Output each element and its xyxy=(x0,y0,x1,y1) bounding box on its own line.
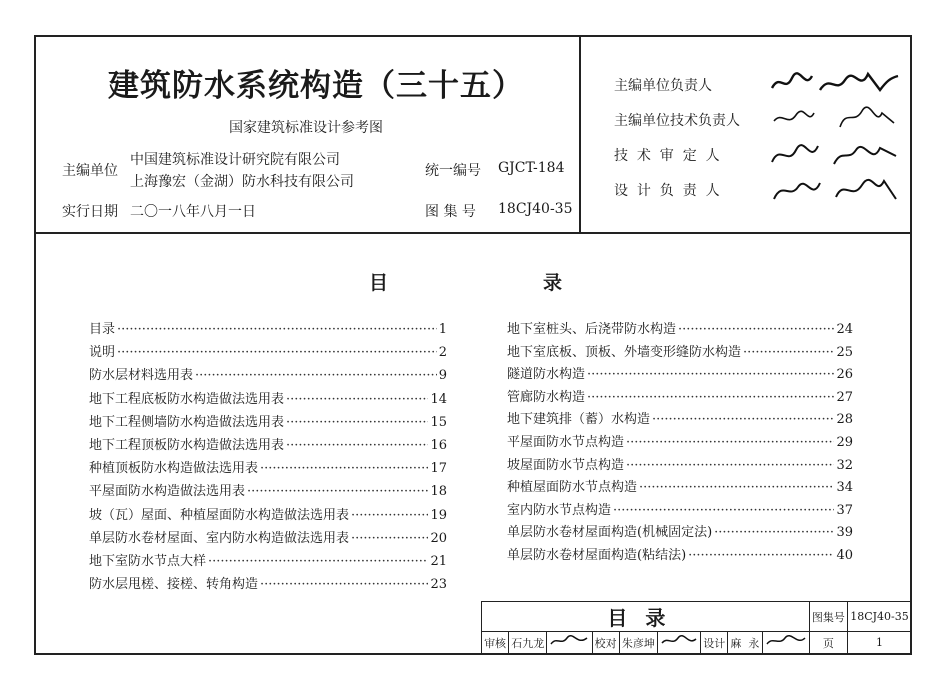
toc-leader-dots xyxy=(587,367,834,382)
reviewer-name: 石九龙 xyxy=(509,632,547,654)
signature-image xyxy=(547,632,592,654)
toc-entry-title: 种植屋面防水节点构造 xyxy=(507,480,638,496)
toc-leader-dots xyxy=(117,345,437,360)
toc-entry-title: 坡（瓦）屋面、种植屋面防水构造做法选用表 xyxy=(89,507,350,523)
toc-entry[interactable] xyxy=(507,431,853,450)
toc-entry[interactable] xyxy=(89,388,447,407)
toc-entry-title: 平屋面防水节点构造 xyxy=(507,435,625,450)
page-label-cell: 页 xyxy=(809,632,847,654)
signature-image xyxy=(657,632,700,654)
toc-entry[interactable] xyxy=(507,408,853,427)
toc-entry-page: 37 xyxy=(836,502,853,518)
toc-entry-page: 17 xyxy=(430,461,447,477)
toc-entry-title: 说明 xyxy=(89,345,116,361)
toc-entry-title: 防水层甩槎、接槎、转角构造 xyxy=(89,577,259,593)
toc-entry-title: 单层防水卷材屋面构造(粘结法) xyxy=(507,548,687,563)
toc-entry-title: 单层防水卷材屋面构造(机械固定法) xyxy=(507,525,713,541)
toc-entry-page: 23 xyxy=(430,577,447,593)
toc-entry-page: 16 xyxy=(430,438,447,453)
toc-entry[interactable] xyxy=(89,318,447,337)
toc-entry-page: 25 xyxy=(836,344,853,360)
atlas-no-cell: 18CJ40-35 xyxy=(847,602,911,632)
toc-title-left: 目 xyxy=(369,272,389,294)
toc-entry[interactable] xyxy=(507,544,853,563)
toc-entry-page: 24 xyxy=(836,322,853,337)
header-vertical-divider xyxy=(579,35,581,233)
toc-leader-dots xyxy=(351,508,428,523)
designer-name: 麻 永 xyxy=(728,632,762,654)
toc-entry[interactable] xyxy=(89,457,447,476)
title-block xyxy=(481,601,912,654)
toc-leader-dots xyxy=(286,415,428,430)
toc-entry-page: 27 xyxy=(836,389,853,405)
toc-leader-dots xyxy=(626,458,834,473)
sheet-title: 目录 xyxy=(482,602,810,632)
toc-entry[interactable] xyxy=(89,434,447,453)
editor-unit-2: 上海豫宏（金湖）防水科技有限公司 xyxy=(130,174,354,190)
toc-leader-dots xyxy=(351,531,428,546)
toc-entry-title: 地下室防水节点大样 xyxy=(89,554,207,569)
toc-entry[interactable] xyxy=(507,454,853,473)
signature-image xyxy=(770,103,900,133)
toc-leader-dots xyxy=(286,438,428,453)
toc-leader-dots xyxy=(652,412,834,427)
toc-entry-page: 21 xyxy=(430,554,447,569)
implementation-date: 二〇一八年八月一日 xyxy=(130,204,256,220)
toc-entry-page: 20 xyxy=(430,530,447,546)
toc-entry-page: 14 xyxy=(430,391,447,407)
toc-entry-page: 32 xyxy=(836,457,853,473)
toc-entry[interactable] xyxy=(89,411,447,430)
toc-entry[interactable] xyxy=(507,341,853,360)
atlas-subtitle: 国家建筑标准设计参考图 xyxy=(229,120,383,136)
toc-entry-page: 39 xyxy=(836,525,853,541)
toc-entry-page: 29 xyxy=(836,435,853,450)
atlas-title: 建筑防水系统构造（三十五） xyxy=(108,68,524,104)
toc-leader-dots xyxy=(117,322,437,337)
signature-image xyxy=(770,140,900,170)
toc-entry-page: 19 xyxy=(430,507,447,523)
toc-entry[interactable] xyxy=(89,550,447,569)
editor-unit-1: 中国建筑标准设计研究院有限公司 xyxy=(130,152,340,168)
page-number-cell: 1 xyxy=(847,632,911,654)
toc-leader-dots xyxy=(678,322,834,337)
toc-entry-title: 地下工程底板防水构造做法选用表 xyxy=(89,391,285,407)
toc-entry-page: 18 xyxy=(430,484,447,500)
toc-entry[interactable] xyxy=(507,476,853,495)
toc-entry-title: 隧道防水构造 xyxy=(507,367,586,383)
signatory-unit-head: 主编单位负责人 xyxy=(614,78,712,94)
toc-entry[interactable] xyxy=(89,480,447,499)
toc-entry-page: 9 xyxy=(438,368,447,384)
toc-entry-title: 地下室桩头、后浇带防水构造 xyxy=(507,322,677,337)
signature-image xyxy=(762,632,809,654)
toc-entry-title: 地下建筑排（蓄）水构造 xyxy=(507,412,651,428)
editor-label: 主编单位 xyxy=(62,163,118,179)
toc-entry[interactable] xyxy=(89,573,447,592)
toc-entry-title: 平屋面防水构造做法选用表 xyxy=(89,484,246,500)
atlas-no-label-cell: 图集号 xyxy=(809,602,847,632)
toc-entry-title: 坡屋面防水节点构造 xyxy=(507,457,625,473)
toc-leader-dots xyxy=(714,525,834,540)
toc-entry[interactable] xyxy=(507,363,853,382)
signature-image xyxy=(770,68,900,98)
toc-entry-title: 种植顶板防水构造做法选用表 xyxy=(89,461,259,477)
toc-entry-title: 防水层材料选用表 xyxy=(89,368,194,384)
toc-entry[interactable] xyxy=(507,499,853,518)
toc-leader-dots xyxy=(688,548,834,563)
toc-entry-title: 地下室底板、顶板、外墙变形缝防水构造 xyxy=(507,344,742,360)
toc-entry-page: 15 xyxy=(430,414,447,430)
toc-leader-dots xyxy=(639,480,834,495)
toc-entry-page: 34 xyxy=(836,480,853,496)
toc-entry-page: 40 xyxy=(836,548,853,563)
toc-entry-page: 28 xyxy=(836,412,853,428)
toc-entry-title: 地下工程顶板防水构造做法选用表 xyxy=(89,438,285,453)
toc-entry-page: 2 xyxy=(438,345,447,361)
toc-entry-title: 管廊防水构造 xyxy=(507,389,586,405)
atlas-no-label: 图 集 号 xyxy=(425,204,476,220)
toc-leader-dots xyxy=(260,461,428,476)
toc-leader-dots xyxy=(195,368,437,383)
check-label: 校对 xyxy=(592,632,619,654)
unified-no: GJCT-184 xyxy=(498,160,565,176)
toc-entry-title: 目录 xyxy=(89,322,116,337)
toc-entry-title: 室内防水节点构造 xyxy=(507,502,612,518)
header-divider xyxy=(34,232,912,234)
toc-entry[interactable] xyxy=(507,318,853,337)
review-label: 审核 xyxy=(482,632,509,654)
signatory-tech-review: 技 术 审 定 人 xyxy=(614,148,720,164)
unified-no-label: 统一编号 xyxy=(425,163,481,179)
toc-title-right: 录 xyxy=(543,272,563,294)
toc-leader-dots xyxy=(247,484,428,499)
toc-entry[interactable] xyxy=(89,364,447,383)
toc-leader-dots xyxy=(626,435,834,450)
toc-leader-dots xyxy=(613,503,834,518)
signatory-tech-head: 主编单位技术负责人 xyxy=(614,113,740,129)
toc-entry[interactable] xyxy=(89,504,447,523)
signatory-design-head: 设 计 负 责 人 xyxy=(614,183,720,199)
toc-entry[interactable] xyxy=(507,386,853,405)
toc-leader-dots xyxy=(286,392,428,407)
date-label: 实行日期 xyxy=(62,204,118,220)
design-label: 设计 xyxy=(701,632,728,654)
toc-leader-dots xyxy=(587,390,834,405)
signature-image xyxy=(770,175,900,205)
toc-entry[interactable] xyxy=(89,527,447,546)
toc-entry-title: 单层防水卷材屋面、室内防水构造做法选用表 xyxy=(89,530,350,546)
toc-entry-page: 26 xyxy=(836,367,853,383)
toc-leader-dots xyxy=(260,577,428,592)
toc-leader-dots xyxy=(743,345,834,360)
checker-name: 朱彦坤 xyxy=(619,632,657,654)
toc-entry-title: 地下工程侧墙防水构造做法选用表 xyxy=(89,414,285,430)
toc-entry[interactable] xyxy=(507,521,853,540)
toc-entry-page: 1 xyxy=(438,322,447,337)
toc-leader-dots xyxy=(208,554,428,569)
toc-entry[interactable] xyxy=(89,341,447,360)
atlas-no: 18CJ40-35 xyxy=(498,201,573,217)
